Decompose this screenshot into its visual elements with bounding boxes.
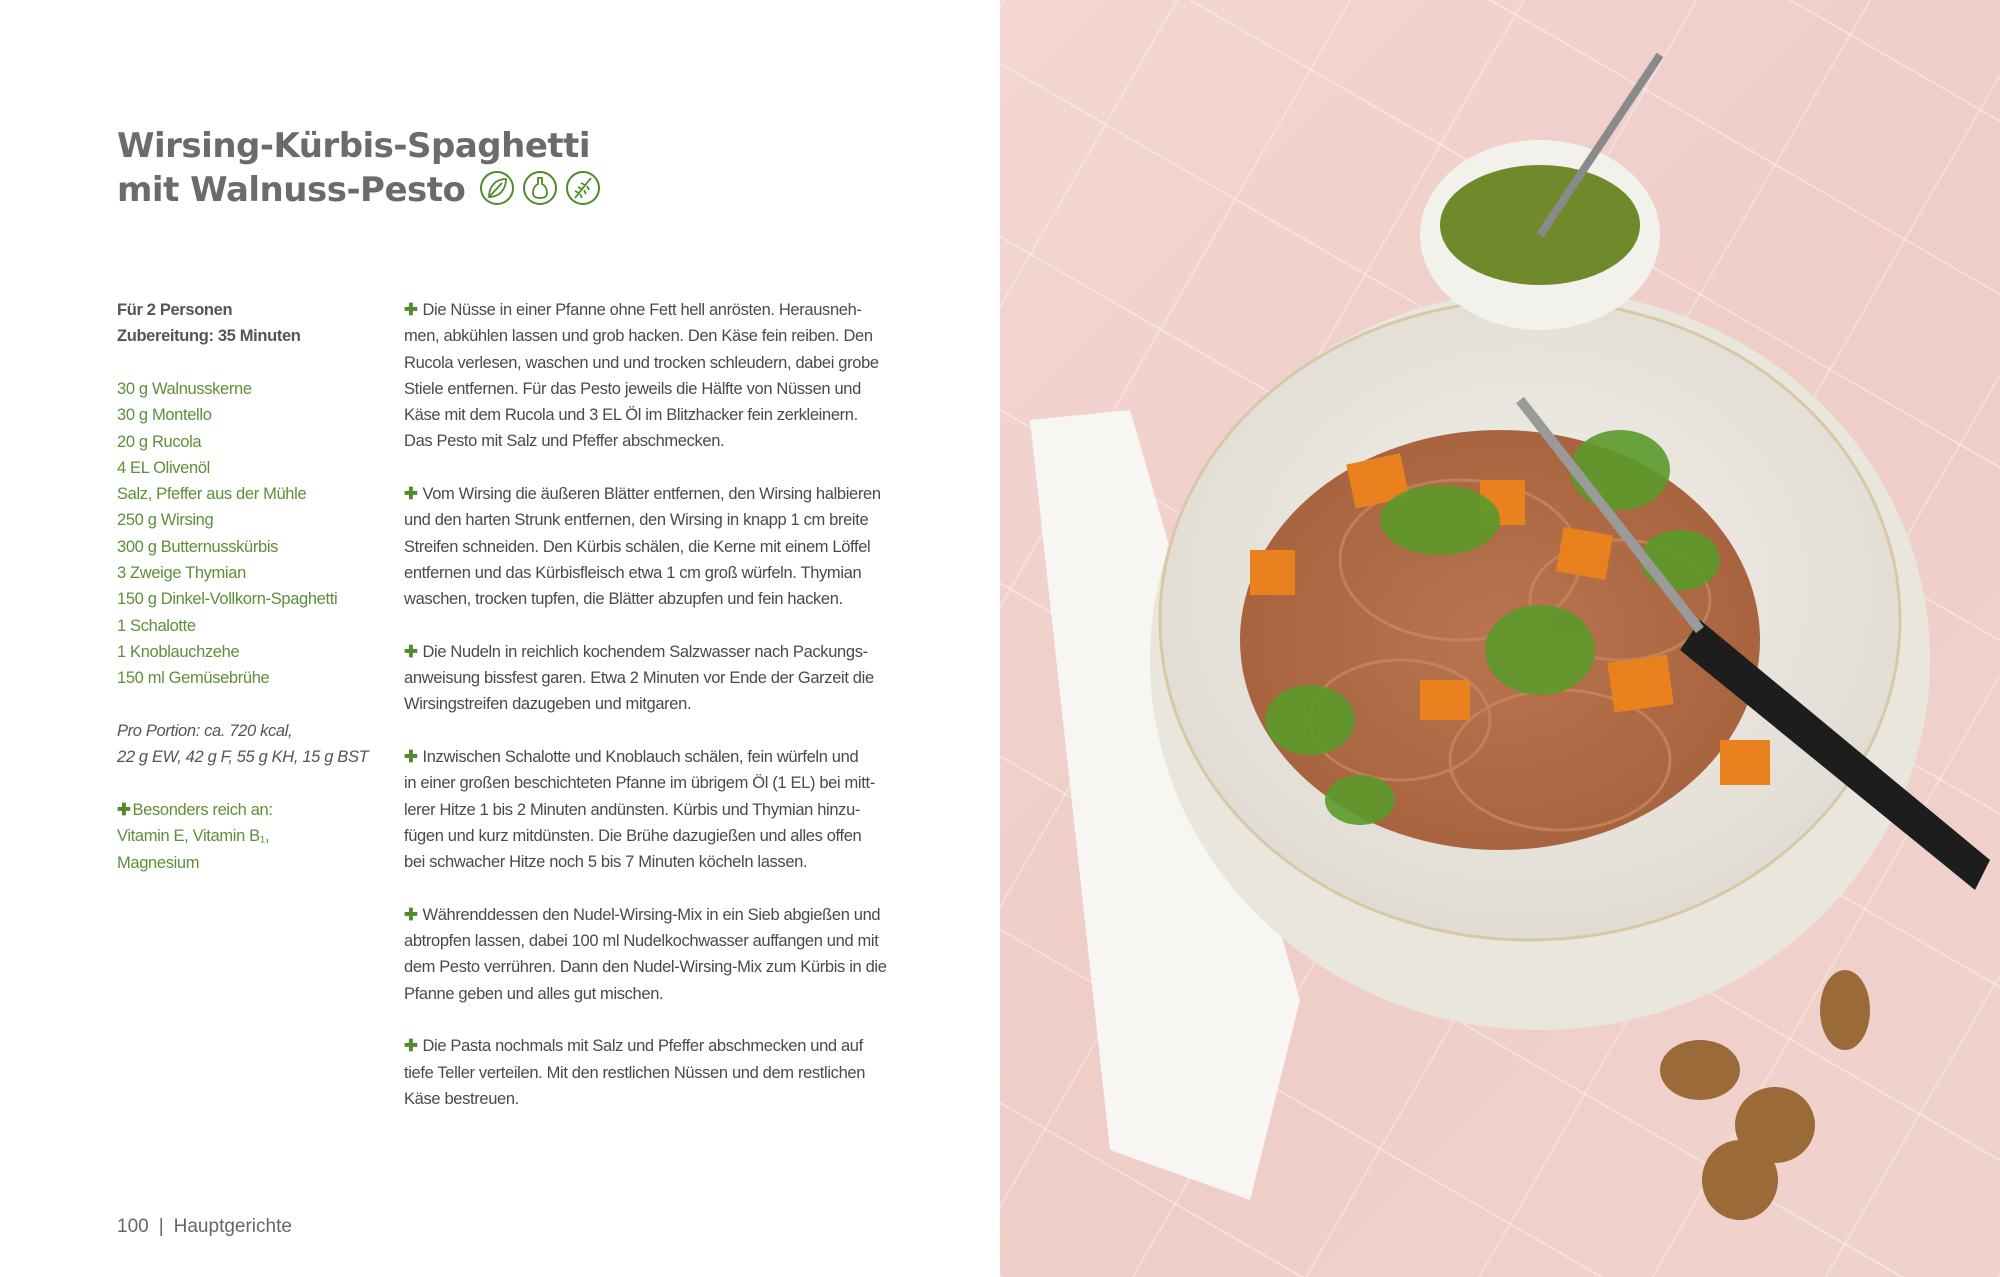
- ingredient-item: 150 g Dinkel-Vollkorn-Spaghetti: [117, 590, 338, 609]
- step-line: [404, 744, 887, 770]
- ingredient-item: 150 ml Gemüsebrühe: [117, 669, 270, 688]
- section-name: Hauptgerichte: [173, 1216, 292, 1237]
- leaf-icon: [479, 170, 515, 206]
- instruction-step: [404, 481, 887, 612]
- step-line: Pfanne geben und alles gut mischen.: [404, 984, 664, 1003]
- ingredient-list: [117, 376, 337, 692]
- rich-in-line: Magnesium: [117, 853, 200, 872]
- ingredient-item: 1 Knoblauchzehe: [117, 642, 240, 661]
- ingredient-item: 30 g Walnusskerne: [117, 380, 252, 398]
- step-line: [404, 297, 887, 323]
- plus-icon: ✚: [404, 905, 418, 924]
- step-line: waschen, trocken tupfen, die Blätter abzupfen und fein hacken.: [404, 590, 843, 609]
- instruction-step: [404, 1033, 887, 1112]
- step-text: Vom Wirsing die äußeren Blätter entfernen, den Wirsing halbieren: [422, 485, 881, 504]
- step-line: [404, 1033, 887, 1059]
- step-line: anweisung bissfest garen. Etwa 2 Minuten vor Ende der Garzeit die: [404, 669, 874, 688]
- ingredient-item: 20 g Rucola: [117, 432, 202, 451]
- step-line: [404, 639, 887, 665]
- step-text: Die Nudeln in reichlich kochendem Salzwasser nach Packungs-: [422, 642, 868, 661]
- step-text: Währenddessen den Nudel-Wirsing-Mix in ein Sieb abgießen und: [422, 905, 881, 924]
- rich-in-heading: Besonders reich an:: [132, 801, 273, 819]
- step-text: Inzwischen Schalotte und Knoblauch schälen, fein würfeln und: [422, 748, 859, 767]
- recipe-photo: [1000, 0, 2000, 1277]
- step-line: Käse mit dem Rucola und 3 EL Öl im Blitzhacker fein zerkleinern.: [404, 406, 858, 425]
- instruction-step: [404, 639, 887, 718]
- ingredient-item: 3 Zweige Thymian: [117, 564, 246, 583]
- oil-bottle-icon: [522, 170, 558, 206]
- plus-icon: ✚: [117, 801, 131, 819]
- ingredient-item: 4 EL Olivenöl: [117, 458, 210, 477]
- ingredient-item: 30 g Montello: [117, 406, 212, 425]
- rich-in-box: [117, 797, 273, 876]
- pesto: [1440, 165, 1640, 285]
- instruction-steps: [404, 297, 887, 1139]
- grain-icon: [565, 170, 601, 206]
- instruction-step: [404, 744, 887, 875]
- step-line: fügen und kurz mitdünsten. Die Brühe dazugießen und alles offen: [404, 826, 862, 845]
- recipe-title: [117, 124, 601, 212]
- plus-icon: ✚: [404, 485, 418, 504]
- plus-icon: ✚: [404, 748, 418, 767]
- step-line: Stiele entfernen. Für das Pesto jeweils die Hälfte von Nüssen und: [404, 379, 861, 398]
- step-line: dem Pesto verrühren. Dann den Nudel-Wirsing-Mix zum Kürbis in die: [404, 958, 887, 977]
- title-line-1: Wirsing-Kürbis-Spaghetti: [117, 126, 591, 166]
- page-number: 100: [117, 1216, 149, 1237]
- step-line: [404, 481, 887, 507]
- plus-icon: ✚: [404, 1037, 418, 1056]
- rich-in-line: Vitamin E, Vitamin B₁,: [117, 827, 270, 846]
- footer-separator: |: [158, 1216, 164, 1237]
- step-line: abtropfen lassen, dabei 100 ml Nudelkochwasser auffangen und mit: [404, 932, 879, 951]
- nutrition-info: [117, 718, 368, 771]
- page-footer: [117, 1216, 292, 1238]
- step-line: men, abkühlen lassen und grob hacken. Den Käse fein reiben. Den: [404, 327, 873, 346]
- step-line: [404, 902, 887, 928]
- nutrition-line: Pro Portion: ca. 720 kcal,: [117, 722, 293, 740]
- servings: Für 2 Personen: [117, 301, 233, 319]
- ingredient-item: 300 g Butternusskürbis: [117, 537, 279, 556]
- step-text: Die Nüsse in einer Pfanne ohne Fett hell anrösten. Herausneh-: [422, 301, 862, 319]
- recipe-meta: [117, 297, 301, 350]
- ingredient-item: Salz, Pfeffer aus der Mühle: [117, 485, 307, 504]
- instruction-step: [404, 902, 887, 1007]
- step-text: Die Pasta nochmals mit Salz und Pfeffer abschmecken und auf: [422, 1037, 863, 1056]
- step-line: Rucola verlesen, waschen und und trocken schleudern, dabei grobe: [404, 353, 879, 372]
- nutrition-line: 22 g EW, 42 g F, 55 g KH, 15 g BST: [117, 748, 369, 767]
- step-line: lerer Hitze 1 bis 2 Minuten andünsten. Kürbis und Thymian hinzu-: [404, 800, 861, 819]
- step-line: Streifen schneiden. Den Kürbis schälen, die Kerne mit einem Löffel: [404, 537, 871, 556]
- step-line: in einer großen beschichteten Pfanne im übrigem Öl (1 EL) bei mitt-: [404, 774, 875, 793]
- ingredient-item: 1 Schalotte: [117, 616, 196, 635]
- step-line: und den harten Strunk entfernen, den Wirsing in knapp 1 cm breite: [404, 511, 869, 530]
- step-line: bei schwacher Hitze noch 5 bis 7 Minuten köcheln lassen.: [404, 853, 808, 872]
- ingredient-item: 250 g Wirsing: [117, 511, 214, 530]
- step-line: Wirsingstreifen dazugeben und mitgaren.: [404, 695, 692, 714]
- step-line: Das Pesto mit Salz und Pfeffer abschmecken.: [404, 432, 725, 451]
- title-line-2: mit Walnuss-Pesto: [117, 170, 466, 210]
- step-line: entfernen und das Kürbisfleisch etwa 1 cm groß würfeln. Thymian: [404, 563, 862, 582]
- plus-icon: ✚: [404, 642, 418, 661]
- step-line: Käse bestreuen.: [404, 1089, 519, 1108]
- prep-time: Zubereitung: 35 Minuten: [117, 327, 301, 346]
- walnuts: [1660, 970, 1870, 1220]
- pasta-photo-illustration: [1000, 0, 2000, 1277]
- instruction-step: [404, 297, 887, 455]
- plus-icon: ✚: [404, 301, 418, 319]
- step-line: tiefe Teller verteilen. Mit den restlichen Nüssen und dem restlichen: [404, 1063, 866, 1082]
